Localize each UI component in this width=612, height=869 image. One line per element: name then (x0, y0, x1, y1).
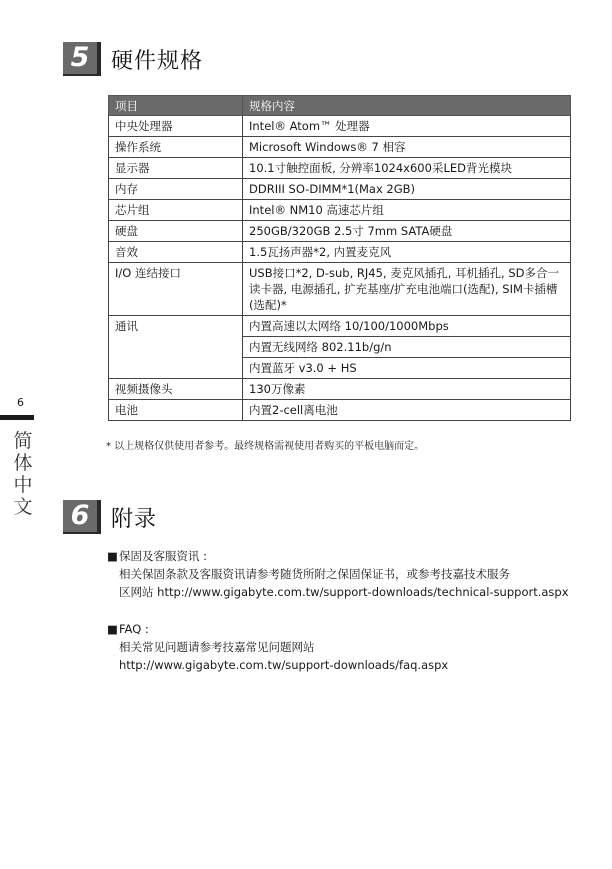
spec-item-cell: 操作系统 (109, 137, 243, 158)
table-row (109, 158, 571, 179)
faq-block (107, 620, 587, 674)
language-label (11, 430, 35, 518)
spec-item-cell: I/O 连结接口 (109, 263, 243, 316)
language-char: 文 (13, 496, 33, 518)
spec-item-cell: 显示器 (109, 158, 243, 179)
section-number-badge: 5 (63, 42, 101, 76)
section-number-badge: 6 (63, 500, 101, 534)
table-row (109, 400, 571, 421)
spec-footnote: * 以上规格仅供使用者参考。最终规格需视使用者购买的平板电脑而定。 (106, 441, 425, 452)
header-spec: 规格内容 (243, 96, 571, 116)
language-char: 中 (13, 474, 33, 496)
warranty-title: 保固及客服资讯 : (119, 549, 208, 563)
bullet-square: ■ (107, 549, 118, 563)
spec-value-cell: Intel® NM10 高速芯片组 (243, 200, 571, 221)
table-row (109, 263, 571, 316)
spec-item-cell: 音效 (109, 242, 243, 263)
table-row (109, 316, 571, 337)
spec-value-cell: 内置蓝牙 v3.0 + HS (243, 358, 571, 379)
table-row (109, 242, 571, 263)
faq-url-line[interactable]: http://www.gigabyte.com.tw/support-downloads/faq.aspx (119, 658, 449, 672)
spec-value-cell: 内置2-cell离电池 (243, 400, 571, 421)
table-row (109, 379, 571, 400)
section-5-heading (63, 42, 203, 76)
bullet-square: ■ (107, 622, 118, 636)
side-tab-bar (0, 415, 34, 420)
spec-item-cell: 电池 (109, 400, 243, 421)
table-header-row (109, 96, 571, 116)
spec-value-cell: 1.5瓦扬声器*2, 内置麦克风 (243, 242, 571, 263)
spec-value-cell: 内置无线网络 802.11b/g/n (243, 337, 571, 358)
warranty-line: 相关保固条款及客服资讯请参考随货所附之保固保证书，或参考技嘉技术服务 (119, 567, 510, 581)
spec-item-cell: 通讯 (109, 316, 243, 379)
section-6-heading (63, 500, 157, 534)
spec-value-cell: 内置高速以太网络 10/100/1000Mbps (243, 316, 571, 337)
language-char: 体 (13, 452, 33, 474)
spec-item-cell: 芯片组 (109, 200, 243, 221)
spec-value-cell: USB接口*2, D-sub, RJ45, 麦克风插孔, 耳机插孔, SD多合一读卡器, 电源插孔, 扩充基座/扩充电池端口(选配), SIM卡插槽(选配)* (243, 263, 571, 316)
spec-value-cell: Microsoft Windows® 7 相容 (243, 137, 571, 158)
faq-line: 相关常见问题请参考技嘉常见问题网站 (119, 640, 315, 654)
spec-value-cell: 130万像素 (243, 379, 571, 400)
spec-item-cell: 中央处理器 (109, 116, 243, 137)
table-row (109, 179, 571, 200)
spec-value-cell: Intel® Atom™ 处理器 (243, 116, 571, 137)
header-item: 项目 (109, 96, 243, 116)
spec-item-cell: 内存 (109, 179, 243, 200)
spec-value-cell: DDRIII SO-DIMM*1(Max 2GB) (243, 179, 571, 200)
language-char: 简 (13, 430, 33, 452)
spec-value-cell: 250GB/320GB 2.5寸 7mm SATA硬盘 (243, 221, 571, 242)
table-row (109, 221, 571, 242)
table-row (109, 137, 571, 158)
spec-item-cell: 硬盘 (109, 221, 243, 242)
section-title: 附录 (111, 506, 158, 532)
spec-table (108, 95, 571, 421)
page-number: 6 (17, 396, 24, 409)
section-title: 硬件规格 (111, 48, 204, 74)
warranty-url-line[interactable]: 区网站 http://www.gigabyte.com.tw/support-downloads/technical-support.aspx (119, 585, 569, 599)
spec-value-cell: 10.1寸触控面板, 分辨率1024x600采LED背光模块 (243, 158, 571, 179)
table-row (109, 116, 571, 137)
warranty-block (107, 547, 587, 601)
spec-item-cell: 视频摄像头 (109, 379, 243, 400)
table-row (109, 200, 571, 221)
faq-title: FAQ : (119, 622, 149, 636)
